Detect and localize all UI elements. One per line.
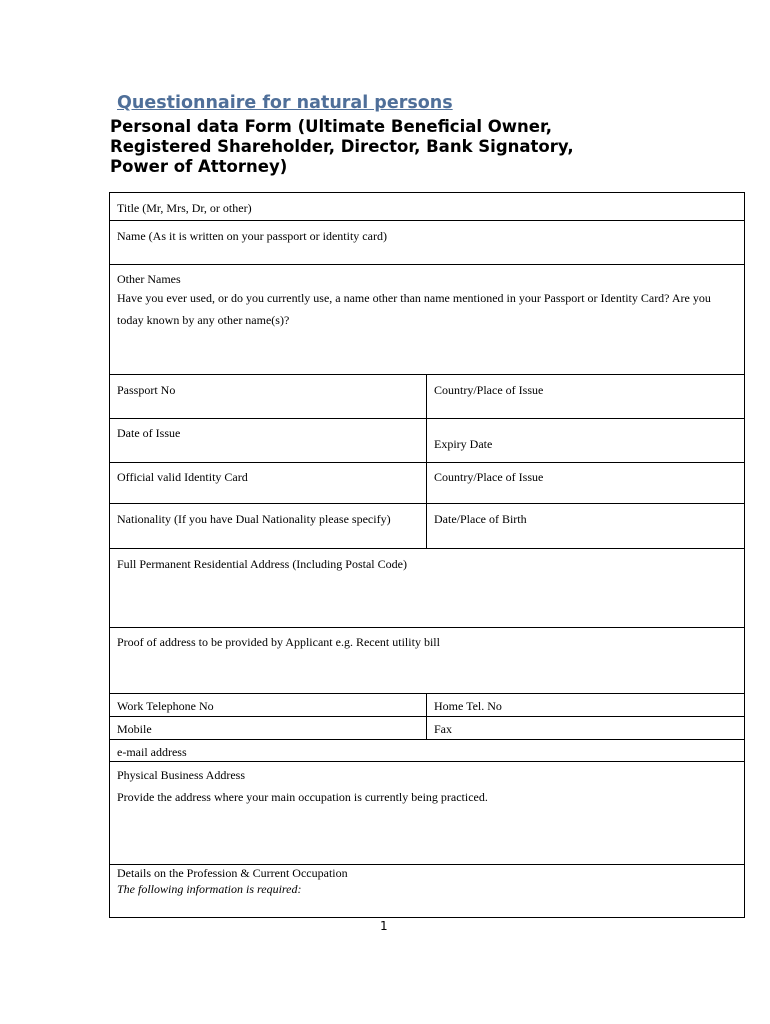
home-telephone-label: Home Tel. No [434, 699, 502, 713]
telephone-row [110, 694, 744, 717]
identity-card-cell[interactable] [110, 463, 427, 503]
fax-cell[interactable] [427, 717, 744, 739]
title-field-label: Title (Mr, Mrs, Dr, or other) [117, 201, 252, 215]
nationality-row [110, 504, 744, 549]
fax-label: Fax [434, 722, 452, 736]
email-row[interactable] [110, 740, 744, 762]
expiry-date-cell[interactable] [427, 419, 744, 462]
date-of-issue-label: Date of Issue [117, 426, 181, 440]
birth-cell[interactable] [427, 504, 744, 548]
mobile-cell[interactable] [110, 717, 427, 739]
title-row[interactable] [110, 193, 744, 221]
expiry-date-label: Expiry Date [434, 437, 493, 451]
other-names-question: Have you ever used, or do you currently use, a name other than name mentioned in your Passport or Identity Card? Are you today known by any other name(s)? [117, 291, 711, 327]
page-title-line: Power of Attorney) [110, 157, 288, 176]
passport-no-label: Passport No [117, 383, 176, 397]
proof-of-address-row[interactable] [110, 628, 744, 694]
home-telephone-cell[interactable] [427, 694, 744, 716]
profession-label: Details on the Profession & Current Occupation [117, 866, 348, 880]
nationality-label: Nationality (If you have Dual Nationality please specify) [117, 512, 391, 526]
other-names-label: Other Names [117, 272, 181, 286]
passport-country-label: Country/Place of Issue [434, 383, 544, 397]
page-number: 1 [380, 919, 388, 933]
page-title-line: Registered Shareholder, Director, Bank Signatory, [110, 137, 574, 156]
personal-data-form [109, 192, 745, 918]
birth-label: Date/Place of Birth [434, 512, 527, 526]
business-address-row[interactable] [110, 762, 744, 865]
passport-country-cell[interactable] [427, 375, 744, 418]
work-telephone-cell[interactable] [110, 694, 427, 716]
identity-country-label: Country/Place of Issue [434, 470, 544, 484]
profession-row[interactable] [110, 865, 744, 917]
identity-card-row [110, 463, 744, 504]
identity-country-cell[interactable] [427, 463, 744, 503]
name-field-label: Name (As it is written on your passport or identity card) [117, 229, 387, 243]
page-title [110, 117, 670, 177]
nationality-cell[interactable] [110, 504, 427, 548]
name-row[interactable] [110, 221, 744, 265]
mobile-label: Mobile [117, 722, 152, 736]
issue-dates-row [110, 419, 744, 463]
passport-row [110, 375, 744, 419]
business-address-label: Physical Business Address [117, 768, 246, 782]
questionnaire-link-title[interactable]: Questionnaire for natural persons [117, 93, 453, 113]
proof-of-address-label: Proof of address to be provided by Applicant e.g. Recent utility bill [117, 635, 440, 649]
work-telephone-label: Work Telephone No [117, 699, 214, 713]
other-names-row[interactable] [110, 265, 744, 375]
residential-address-row[interactable] [110, 549, 744, 628]
date-of-issue-cell[interactable] [110, 419, 427, 462]
identity-card-label: Official valid Identity Card [117, 470, 248, 484]
passport-no-cell[interactable] [110, 375, 427, 418]
business-address-help: Provide the address where your main occupation is currently being practiced. [117, 790, 488, 804]
residential-address-label: Full Permanent Residential Address (Including Postal Code) [117, 557, 407, 571]
profession-help: The following information is required: [117, 882, 302, 896]
page-title-line: Personal data Form (Ultimate Beneficial Owner, [110, 117, 552, 136]
mobile-fax-row [110, 717, 744, 740]
email-label: e-mail address [117, 745, 187, 759]
